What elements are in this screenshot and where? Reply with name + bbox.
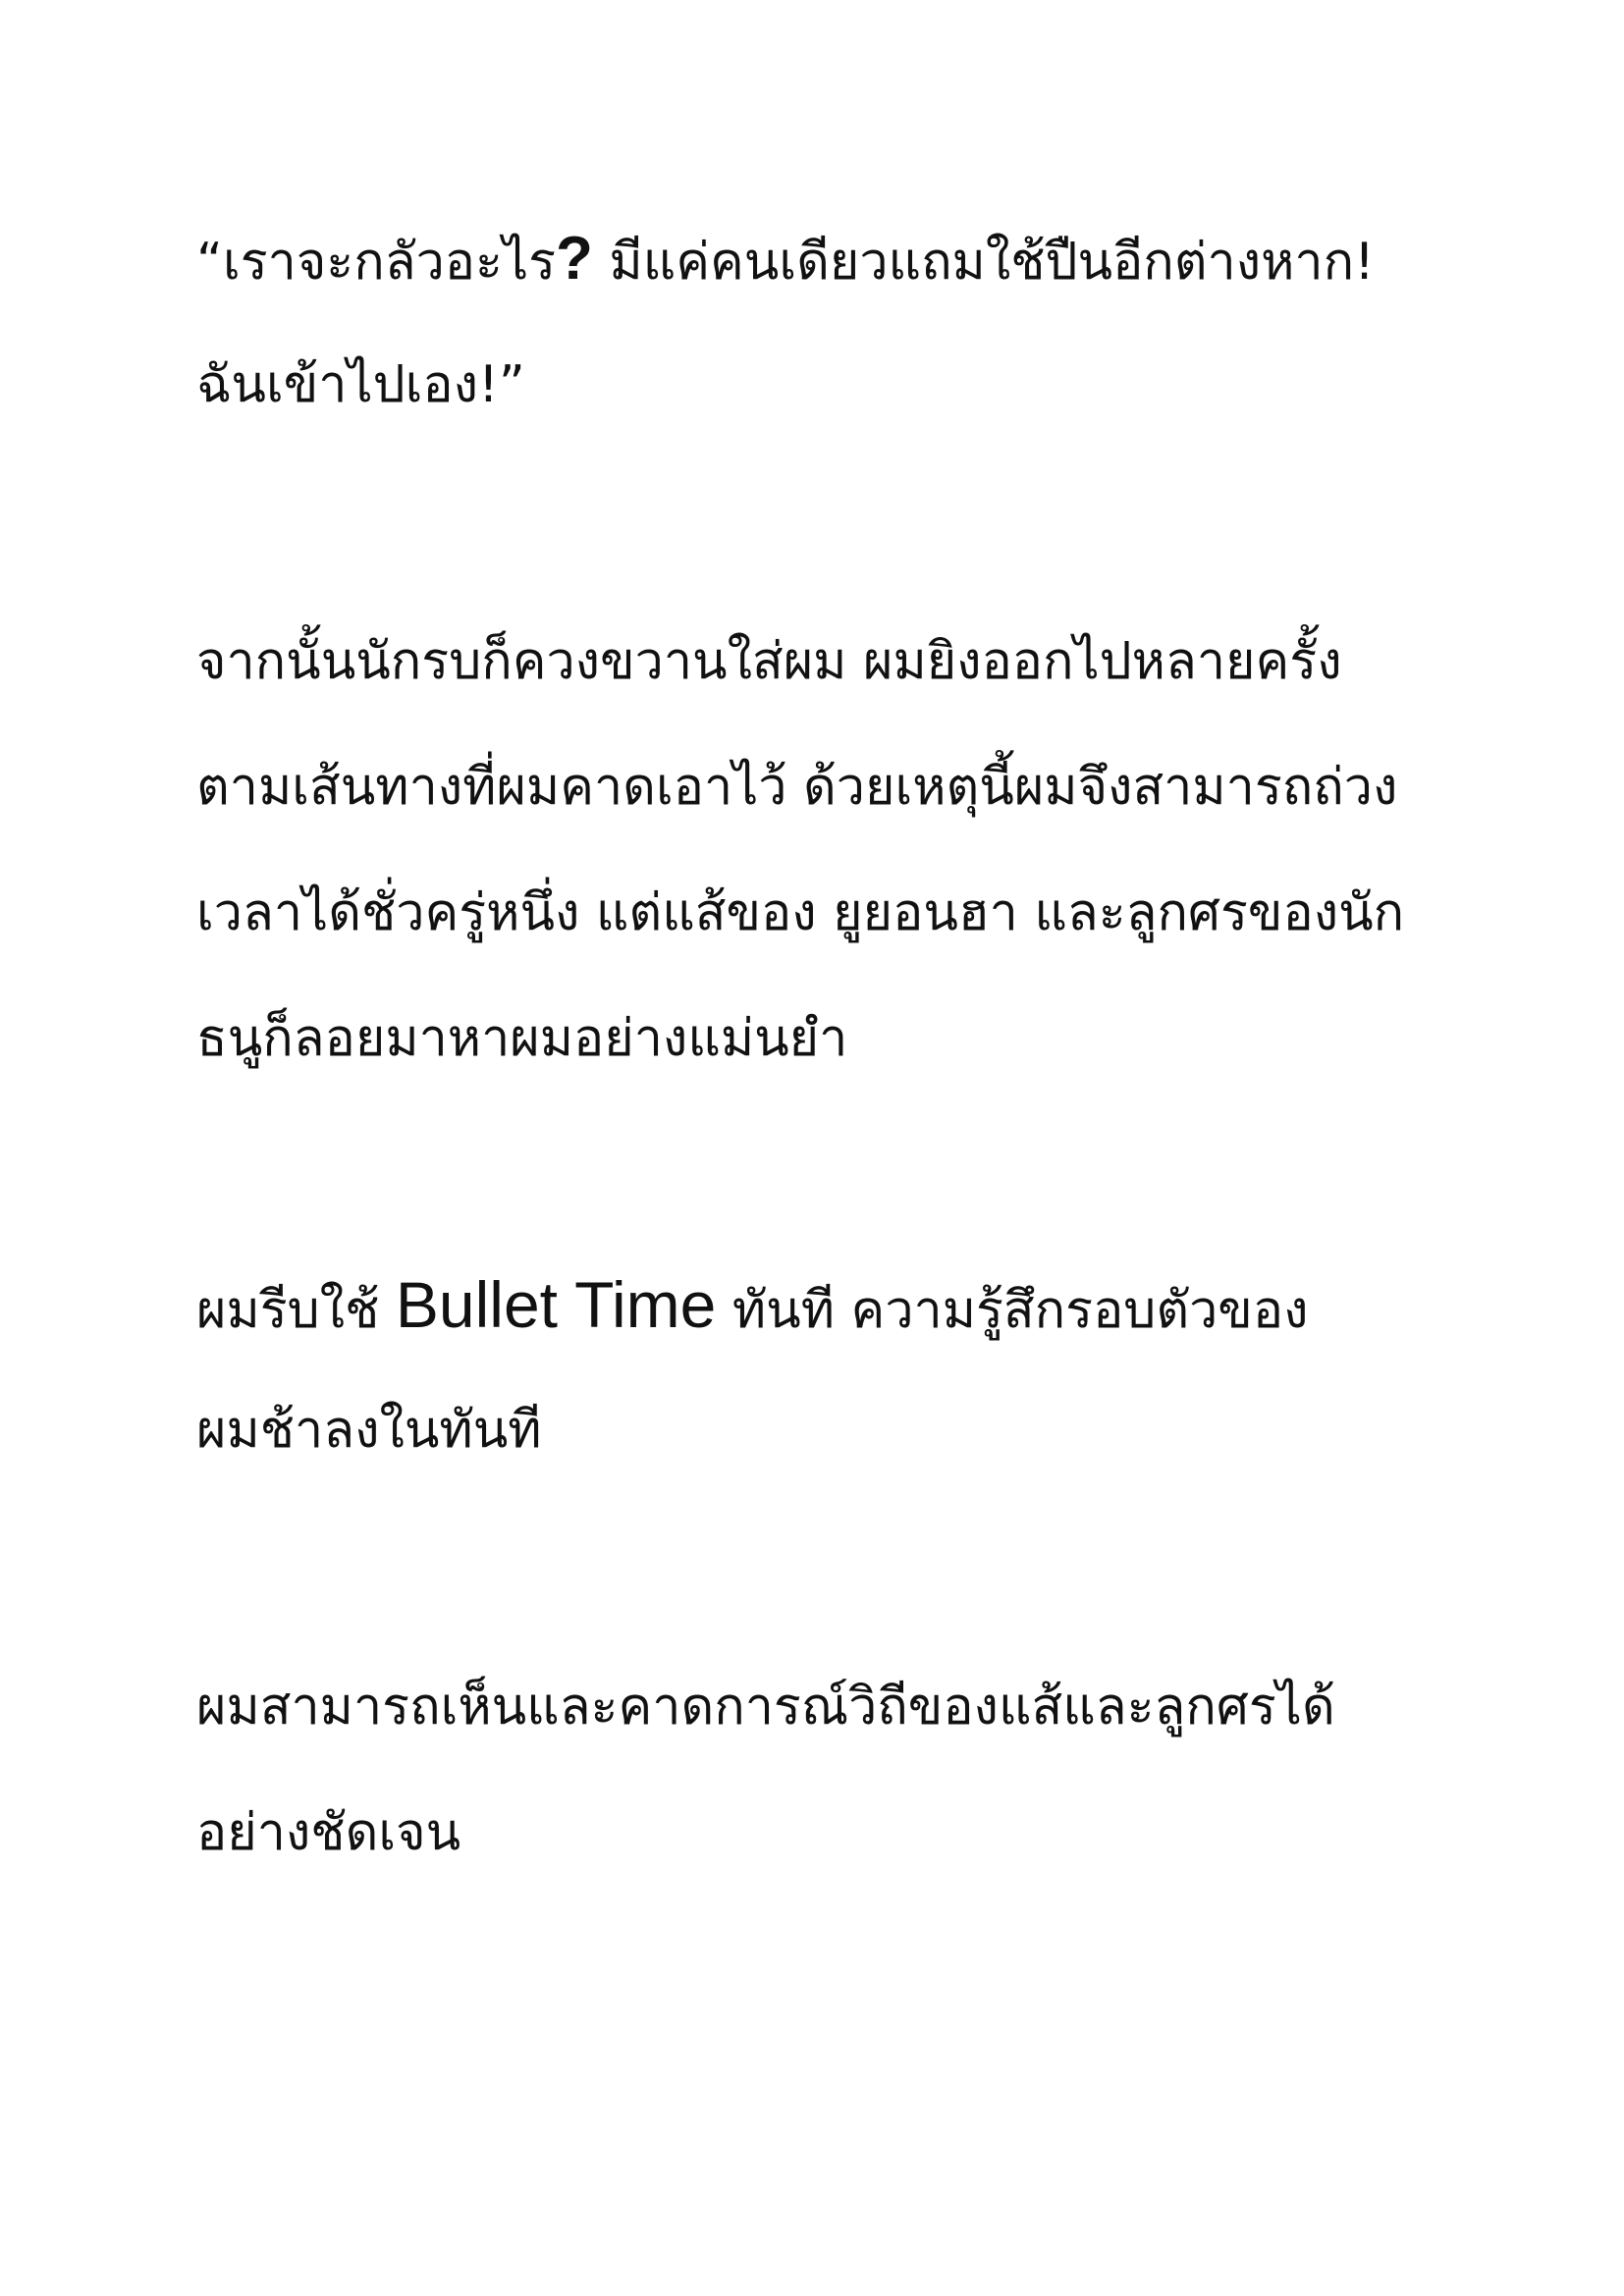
text-line: อย่างชัดเจน	[196, 1803, 461, 1862]
text-line: ธนูก็ลอยมาหาผมอย่างแม่นยำ	[196, 1009, 848, 1068]
paragraph-narration-2	[196, 1242, 1453, 1493]
text-line: เวลาได้ชั่วครู่หนึ่ง แต่แส้ของ ยูยอนฮา และลูกศรของนัก	[196, 883, 1405, 942]
text-span: มีแค่คนเดียวแถมใช้ปืนอีกต่างหาก!	[592, 233, 1375, 292]
text-line: ฉันเข้าไปเอง!”	[196, 355, 525, 414]
skill-name: Bullet Time	[395, 1268, 717, 1341]
text-line: ผมช้าลงในทันที	[196, 1401, 542, 1460]
text-line	[196, 196, 1453, 322]
text-span: ทันที ความรู้สึกรอบตัวของ	[716, 1281, 1309, 1340]
text-line: จากนั้นนักรบก็ควงขวานใส่ผม ผมยิงออกไปหลายครั้ง	[196, 632, 1342, 691]
question-mark: ?	[556, 225, 593, 293]
paragraph-narration-3	[196, 1644, 1453, 1896]
text-line	[196, 1242, 1453, 1367]
text-span: “เราจะกลัวอะไร	[196, 233, 557, 292]
paragraph-dialogue	[196, 196, 1453, 448]
paragraph-narration-1	[196, 599, 1453, 1101]
text-line: ตามเส้นทางที่ผมคาดเอาไว้ ด้วยเหตุนี้ผมจึงสามารถถ่วง	[196, 758, 1398, 817]
text-line: ผมสามารถเห็นและคาดการณ์วิถีของแส้และลูกศรได้	[196, 1678, 1335, 1736]
text-span: ผมรีบใช้	[196, 1281, 396, 1340]
